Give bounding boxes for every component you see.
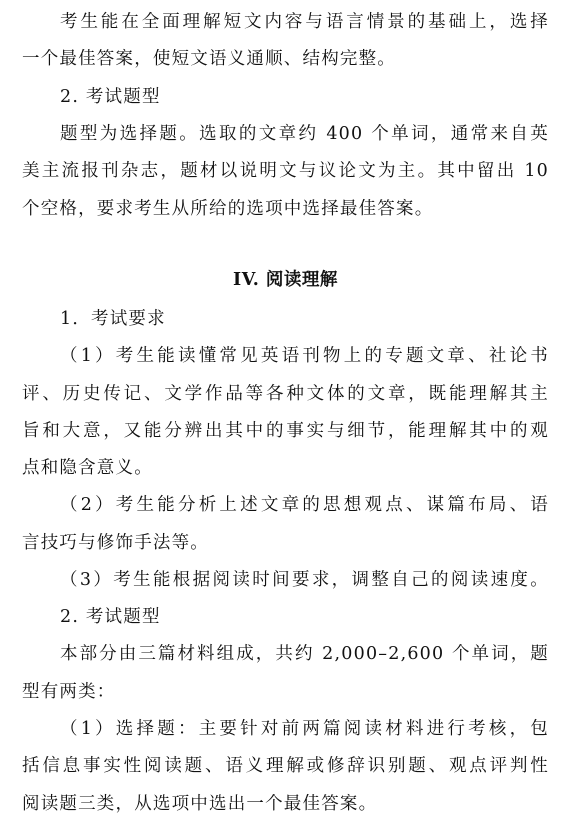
paragraph-line: （1）考生能读懂常见英语刊物上的专题文章、社论书 <box>60 346 549 366</box>
paragraph-line: 一个最佳答案，使短文语义通顺、结构完整。 <box>22 49 396 69</box>
paragraph-line: 旨和大意，又能分辨出其中的事实与细节，能理解其中的观 <box>22 421 549 441</box>
paragraph-line: 括信息事实性阅读题、语义理解或修辞识别题、观点评判性 <box>22 756 549 776</box>
paragraph-line: 考生能在全面理解短文内容与语言情景的基础上，选择 <box>60 12 549 32</box>
section-subtitle: 2. 考试题型 <box>60 87 161 107</box>
section-subtitle: 1．考试要求 <box>60 309 166 329</box>
paragraph-line: 本部分由三篇材料组成，共约 2,000–2,600 个单词，题 <box>60 644 549 664</box>
paragraph-line: 个空格，要求考生从所给的选项中选择最佳答案。 <box>22 199 434 219</box>
section-subtitle: 2. 考试题型 <box>60 607 161 627</box>
paragraph-line: （1）选择题：主要针对前两篇阅读材料进行考核，包 <box>60 719 549 739</box>
paragraph-line: 言技巧与修饰手法等。 <box>22 533 209 553</box>
section-heading: IV. 阅读理解 <box>233 270 338 290</box>
paragraph-line: 评、历史传记、文学作品等各种文体的文章，既能理解其主 <box>22 384 549 404</box>
paragraph-line: （3）考生能根据阅读时间要求，调整自己的阅读速度。 <box>60 570 549 590</box>
paragraph-line: 题型为选择题。选取的文章约 400 个单词，通常来自英 <box>60 124 549 144</box>
paragraph-line: 美主流报刊杂志，题材以说明文与议论文为主。其中留出 10 <box>22 161 549 181</box>
paragraph-line: （2）考生能分析上述文章的思想观点、谋篇布局、语 <box>60 495 549 515</box>
paragraph-line: 阅读题三类，从选项中选出一个最佳答案。 <box>22 794 378 814</box>
paragraph-line: 型有两类： <box>22 682 116 702</box>
paragraph-line: 点和隐含意义。 <box>22 458 153 478</box>
